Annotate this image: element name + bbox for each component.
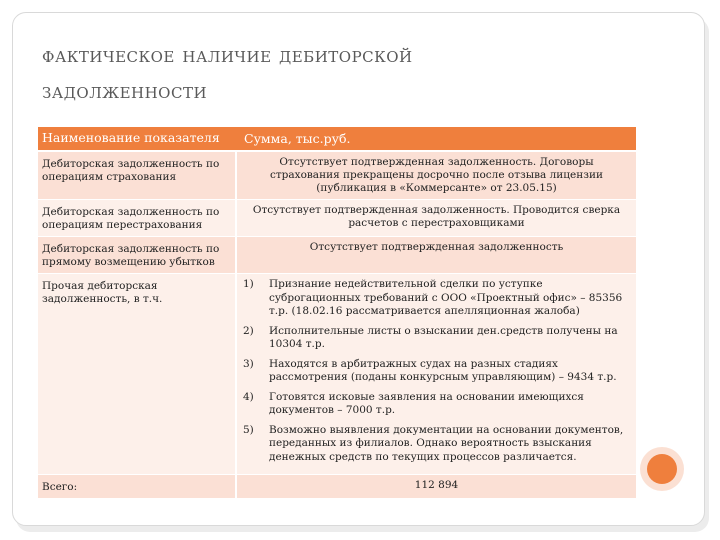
- decorative-circle-inner: [647, 454, 677, 484]
- numbered-list: [241, 278, 628, 464]
- table-row: [38, 237, 636, 274]
- receivables-table: [38, 127, 636, 499]
- list-item: [241, 358, 628, 385]
- row-name: Дебиторская задолженность по операциям перестрахования: [38, 200, 236, 237]
- row-value: Отсутствует подтвержденная задолженность. Договоры страхования прекращены досрочно после отзыва лицензии (публикация в «Коммерсанте» от 23.05.15): [236, 151, 636, 200]
- table-row: [38, 274, 636, 475]
- table-row: [38, 200, 636, 237]
- list-item-text: Возможно выявления документации на основании документов, переданных из филиалов. Однако вероятность взыскания денежных средств по текущих процессов различается.: [269, 423, 624, 463]
- total-label: Всего:: [38, 475, 236, 499]
- page-title: [42, 38, 662, 110]
- row-value-list: [236, 274, 636, 475]
- row-name: Дебиторская задолженность по операциям страхования: [38, 151, 236, 200]
- table-row: [38, 151, 636, 200]
- list-item-text: Признание недействительной сделки по уступке суброгационных требований с ООО «Проектный офис» – 85356 т.р. (18.02.16 рассматривается апелляционная жалоба): [269, 278, 623, 317]
- list-item-number: 1): [243, 278, 254, 290]
- list-item-number: 5): [243, 423, 254, 436]
- list-item: [241, 424, 628, 465]
- header-amount: Сумма, тыс.руб.: [236, 127, 636, 151]
- header-indicator-name: Наименование показателя: [38, 127, 236, 151]
- title-line-1: фактическое наличие дебиторской: [42, 43, 413, 68]
- list-item: [241, 325, 628, 352]
- table-header-row: [38, 127, 636, 151]
- title-line-2: задолженности: [42, 79, 208, 104]
- list-item-number: 3): [243, 357, 254, 370]
- list-item-number: 4): [243, 390, 254, 403]
- row-value: Отсутствует подтвержденная задолженность: [236, 237, 636, 274]
- list-item-text: Готовятся исковые заявления на основании имеющихся документов – 7000 т.р.: [269, 390, 584, 416]
- row-name: Дебиторская задолженность по прямому возмещению убытков: [38, 237, 236, 274]
- table-row-total: [38, 475, 636, 499]
- list-item-text: Исполнительные листы о взыскании ден.средств получены на 10304 т.р.: [269, 324, 618, 350]
- row-name: Прочая дебиторская задолженность, в т.ч.: [38, 274, 236, 475]
- total-value: 112 894: [236, 475, 636, 499]
- list-item-number: 2): [243, 324, 254, 337]
- list-item-text: Находятся в арбитражных судах на разных стадиях рассмотрения (поданы конкурсным управляющим) – 9434 т.р.: [269, 357, 617, 383]
- row-value: Отсутствует подтвержденная задолженность. Проводится сверка расчетов с перестраховщиками: [236, 200, 636, 237]
- list-item: [241, 391, 628, 418]
- list-item: [241, 278, 628, 319]
